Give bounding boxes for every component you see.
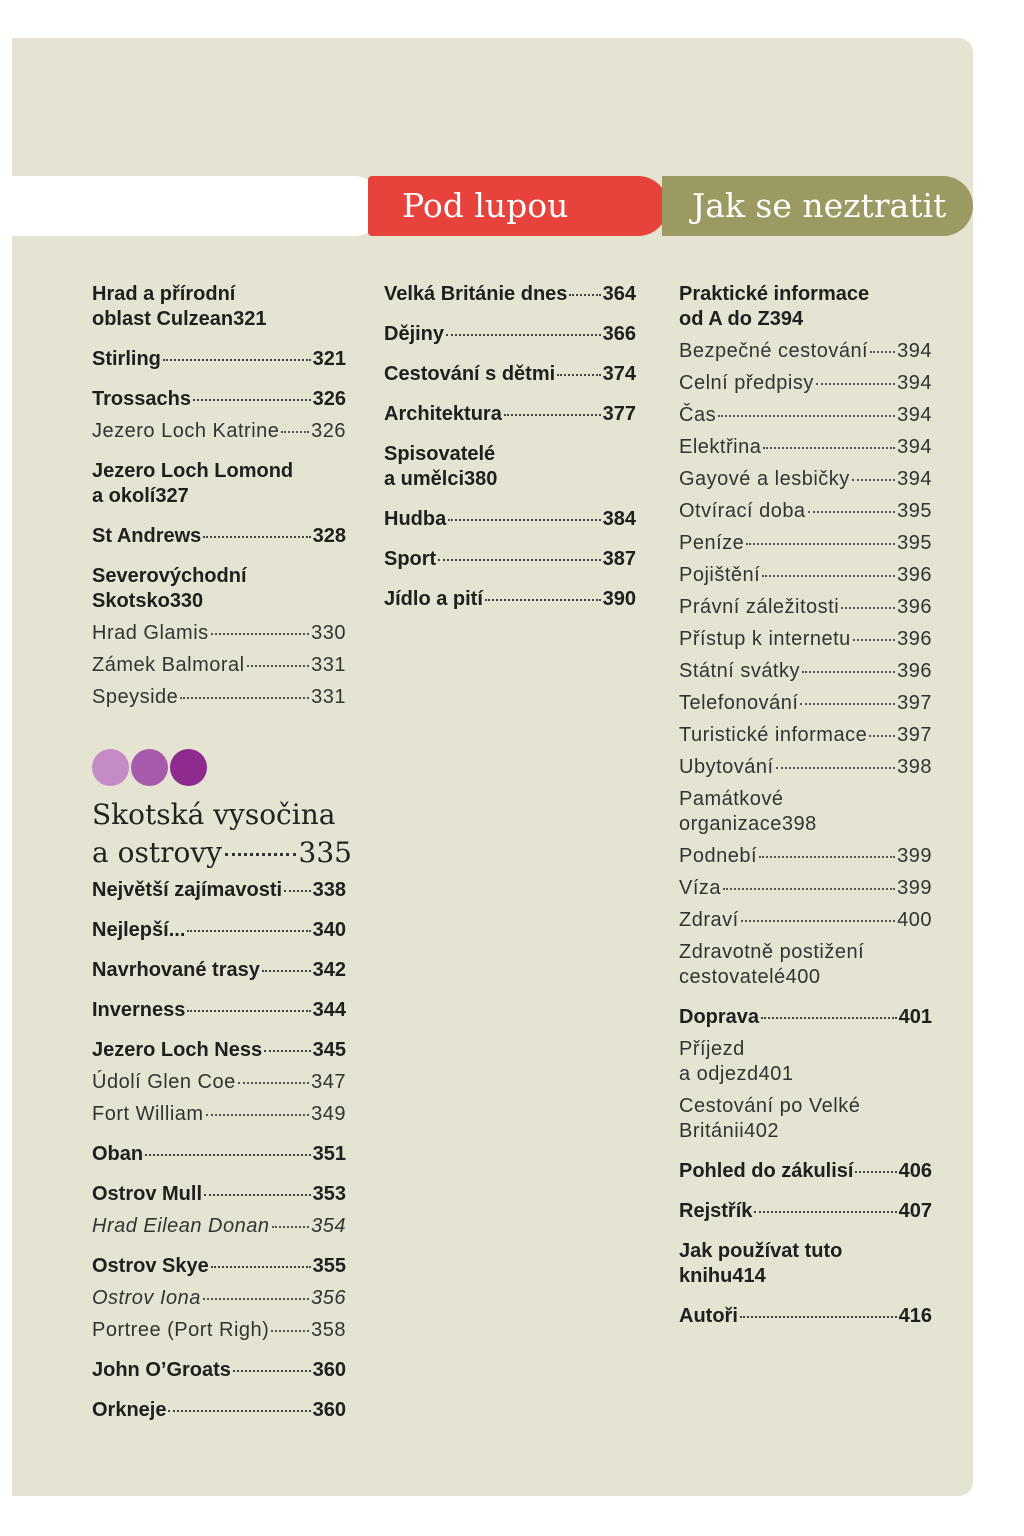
toc-entry-page: 394 bbox=[897, 404, 932, 426]
toc-entry-title: Ostrov Mull bbox=[92, 1183, 203, 1205]
toc-entry-title: Podnebí bbox=[679, 845, 758, 867]
toc-entry-page: 360 bbox=[312, 1359, 346, 1381]
toc-entry[interactable] bbox=[92, 685, 346, 710]
leader-dots bbox=[448, 519, 600, 521]
leader-dots bbox=[163, 359, 311, 361]
leader-dots bbox=[211, 1266, 311, 1268]
toc-entry-title-cont: organizace bbox=[679, 813, 782, 835]
leader-dots bbox=[853, 639, 895, 641]
toc-entry-title: Údolí Glen Coe bbox=[92, 1071, 236, 1093]
toc-entry[interactable] bbox=[92, 621, 346, 646]
toc-entry[interactable] bbox=[384, 362, 636, 387]
toc-entry-title: Cestování s dětmi bbox=[384, 363, 556, 385]
toc-entry-page: 394 bbox=[769, 308, 804, 330]
toc-entry-page: 401 bbox=[758, 1063, 794, 1085]
toc-entry-page: 396 bbox=[897, 628, 932, 650]
leader-dots bbox=[557, 374, 600, 376]
leader-dots bbox=[740, 1316, 897, 1318]
toc-entry-title-cont: a odjezd bbox=[679, 1063, 759, 1085]
toc-entry-title: Pohled do zákulisí bbox=[679, 1160, 854, 1182]
toc-entry-title: Jezero Loch Katrine bbox=[92, 420, 280, 442]
leader-dots bbox=[754, 1211, 896, 1213]
toc-column-3 bbox=[679, 280, 932, 1329]
toc-entry[interactable] bbox=[92, 419, 346, 444]
toc-entry[interactable] bbox=[679, 723, 932, 748]
toc-entry[interactable] bbox=[679, 1094, 932, 1144]
toc-entry-page: 402 bbox=[744, 1120, 780, 1142]
toc-entry-title: Dějiny bbox=[384, 323, 445, 345]
toc-entry[interactable] bbox=[679, 403, 932, 428]
leader-dots bbox=[776, 767, 896, 769]
toc-entry-title: Inverness bbox=[92, 999, 186, 1021]
toc-entry-title: Ubytování bbox=[679, 756, 774, 778]
toc-entry[interactable] bbox=[679, 1199, 932, 1224]
toc-entry-title: Víza bbox=[679, 877, 722, 899]
toc-entry[interactable] bbox=[384, 402, 636, 427]
leader-dots bbox=[841, 607, 895, 609]
toc-entry-title: Fort William bbox=[92, 1103, 204, 1125]
toc-entry-page: 398 bbox=[781, 813, 817, 835]
toc-entry[interactable] bbox=[92, 1214, 346, 1239]
toc-entry-title-cont: a okolí bbox=[92, 485, 156, 507]
toc-entry-title-cont: cestovatelé bbox=[679, 966, 786, 988]
toc-entry-page: 399 bbox=[897, 877, 932, 899]
toc-entry-page: 396 bbox=[897, 564, 932, 586]
toc-entry-page: 390 bbox=[602, 588, 636, 610]
toc-entry-page: 366 bbox=[602, 323, 636, 345]
toc-entry[interactable] bbox=[92, 998, 346, 1023]
toc-entry[interactable] bbox=[384, 442, 636, 492]
toc-entry-page: 330 bbox=[169, 590, 204, 612]
toc-entry-page: 326 bbox=[311, 420, 346, 442]
toc-entry-title: Jezero Loch Lomond bbox=[92, 460, 294, 482]
toc-entry[interactable] bbox=[92, 564, 346, 614]
toc-entry-title: Bezpečné cestování bbox=[679, 340, 869, 362]
toc-entry-page: 353 bbox=[312, 1183, 346, 1205]
toc-entry-title: Oban bbox=[92, 1143, 144, 1165]
section-heading-page: 335 bbox=[298, 836, 352, 869]
toc-entry-page: 331 bbox=[311, 686, 346, 708]
toc-entry-title: Otvírací doba bbox=[679, 500, 806, 522]
toc-entry[interactable] bbox=[679, 1304, 932, 1329]
toc-entry-title: Cestování po Velké bbox=[679, 1095, 861, 1117]
tab-pod-lupou-label: Pod lupou bbox=[402, 186, 569, 225]
leader-dots bbox=[193, 399, 311, 401]
toc-entry[interactable] bbox=[384, 587, 636, 612]
leader-dots bbox=[204, 1194, 311, 1196]
toc-entry-page: 358 bbox=[311, 1319, 346, 1341]
toc-entry-title: Spisovatelé bbox=[384, 443, 496, 465]
toc-entry-page: 397 bbox=[897, 724, 932, 746]
leader-dots bbox=[800, 703, 895, 705]
toc-entry-title: St Andrews bbox=[92, 525, 202, 547]
leader-dots bbox=[759, 856, 895, 858]
toc-entry-page: 401 bbox=[898, 1006, 932, 1028]
header-blank-tab bbox=[12, 176, 384, 236]
toc-entry-title: Speyside bbox=[92, 686, 179, 708]
toc-entry-page: 400 bbox=[785, 966, 821, 988]
toc-entry[interactable] bbox=[92, 1070, 346, 1095]
toc-entry-title: Jídlo a pití bbox=[384, 588, 483, 610]
toc-entry-title: Stirling bbox=[92, 348, 161, 370]
toc-entry-title: Zámek Balmoral bbox=[92, 654, 245, 676]
toc-column-1 bbox=[92, 280, 346, 710]
leader-dots bbox=[802, 671, 895, 673]
toc-column-2 bbox=[384, 280, 636, 612]
dot-medium bbox=[131, 749, 168, 786]
toc-entry[interactable] bbox=[679, 787, 932, 837]
toc-column-1-lower bbox=[92, 876, 346, 1423]
toc-entry[interactable] bbox=[92, 1318, 346, 1343]
leader-dots bbox=[264, 1050, 311, 1052]
toc-entry-page: 327 bbox=[155, 485, 189, 507]
toc-entry[interactable] bbox=[92, 1038, 346, 1063]
toc-entry[interactable] bbox=[92, 524, 346, 549]
leader-dots bbox=[206, 1114, 310, 1116]
toc-entry-title: Orkneje bbox=[92, 1399, 167, 1421]
toc-entry-page: 395 bbox=[897, 532, 932, 554]
toc-entry-title: Trossachs bbox=[92, 388, 191, 410]
toc-entry-page: 377 bbox=[602, 403, 636, 425]
toc-entry[interactable] bbox=[679, 1239, 932, 1289]
leader-dots bbox=[741, 920, 895, 922]
toc-entry-page: 398 bbox=[897, 756, 932, 778]
toc-entry-page: 349 bbox=[311, 1103, 346, 1125]
toc-entry[interactable] bbox=[679, 755, 932, 780]
toc-entry[interactable] bbox=[92, 387, 346, 412]
toc-entry-title: Portree (Port Righ) bbox=[92, 1319, 270, 1341]
toc-entry-title: Největší zajímavosti bbox=[92, 879, 283, 901]
leader-dots bbox=[852, 479, 895, 481]
toc-entry[interactable] bbox=[679, 691, 932, 716]
leader-dots bbox=[808, 511, 896, 513]
toc-entry[interactable] bbox=[92, 1398, 346, 1423]
toc-entry[interactable] bbox=[679, 339, 932, 364]
toc-entry-page: 360 bbox=[312, 1399, 346, 1421]
toc-entry-title: Zdraví bbox=[679, 909, 739, 931]
leader-dots bbox=[211, 633, 309, 635]
toc-entry[interactable] bbox=[92, 1102, 346, 1127]
toc-entry[interactable] bbox=[679, 876, 932, 901]
toc-entry-page: 328 bbox=[312, 525, 346, 547]
leader-dots bbox=[247, 665, 310, 667]
leader-dots bbox=[762, 575, 895, 577]
leader-dots bbox=[281, 431, 309, 433]
toc-entry-page: 395 bbox=[897, 500, 932, 522]
section-heading-line1: Skotská vysočina bbox=[92, 798, 336, 831]
toc-entry[interactable] bbox=[92, 653, 346, 678]
toc-entry[interactable] bbox=[384, 282, 636, 307]
toc-entry[interactable] bbox=[384, 507, 636, 532]
toc-entry-page: 416 bbox=[898, 1305, 932, 1327]
toc-entry[interactable] bbox=[384, 547, 636, 572]
toc-entry-page: 396 bbox=[897, 596, 932, 618]
dot-dark bbox=[170, 749, 207, 786]
leader-dots bbox=[168, 1410, 310, 1412]
toc-entry-title: Telefonování bbox=[679, 692, 799, 714]
toc-entry[interactable] bbox=[679, 659, 932, 684]
toc-entry[interactable] bbox=[92, 282, 346, 332]
leader-dots bbox=[187, 1010, 310, 1012]
leader-dots bbox=[271, 1330, 309, 1332]
toc-entry-page: 384 bbox=[602, 508, 636, 530]
toc-entry-title: Doprava bbox=[679, 1006, 760, 1028]
toc-entry[interactable] bbox=[679, 435, 932, 460]
leader-dots bbox=[284, 890, 311, 892]
leader-dots bbox=[203, 536, 310, 538]
toc-entry-title-cont: od A do Z bbox=[679, 308, 770, 330]
toc-entry-title: Hrad Glamis bbox=[92, 622, 209, 644]
toc-entry[interactable] bbox=[92, 958, 346, 983]
leader-dots bbox=[145, 1154, 311, 1156]
toc-entry-title: Pojištění bbox=[679, 564, 761, 586]
toc-entry[interactable] bbox=[92, 1254, 346, 1279]
toc-entry-page: 354 bbox=[311, 1215, 346, 1237]
toc-entry-page: 394 bbox=[897, 436, 932, 458]
toc-entry-page: 380 bbox=[464, 468, 498, 490]
toc-entry-title: Právní záležitosti bbox=[679, 596, 840, 618]
toc-entry-page: 394 bbox=[897, 468, 932, 490]
toc-entry-title: Celní předpisy bbox=[679, 372, 814, 394]
toc-entry-page: 397 bbox=[897, 692, 932, 714]
toc-entry[interactable] bbox=[92, 459, 346, 509]
toc-entry-title: Jezero Loch Ness bbox=[92, 1039, 263, 1061]
toc-entry[interactable] bbox=[679, 908, 932, 933]
tab-jak-se-neztratit-label: Jak se neztratit bbox=[692, 186, 947, 225]
toc-entry-title: Severovýchodní bbox=[92, 565, 247, 587]
section-heading[interactable] bbox=[92, 796, 352, 872]
leader-dots bbox=[180, 697, 309, 699]
toc-entry-title: Gayové a lesbičky bbox=[679, 468, 850, 490]
toc-entry-title: Sport bbox=[384, 548, 437, 570]
toc-entry[interactable] bbox=[679, 1005, 932, 1030]
toc-entry-title: Jak používat tuto bbox=[679, 1240, 843, 1262]
toc-entry-title: Památkové bbox=[679, 788, 784, 810]
dot-light bbox=[92, 749, 129, 786]
toc-entry-title: Státní svátky bbox=[679, 660, 800, 682]
leader-dots bbox=[761, 1017, 897, 1019]
toc-entry[interactable] bbox=[679, 1159, 932, 1184]
toc-entry-title: Velká Británie dnes bbox=[384, 283, 568, 305]
toc-entry[interactable] bbox=[679, 1037, 932, 1087]
toc-entry-page: 342 bbox=[312, 959, 346, 981]
toc-entry[interactable] bbox=[679, 371, 932, 396]
toc-entry[interactable] bbox=[679, 467, 932, 492]
toc-entry-title: Praktické informace bbox=[679, 283, 870, 305]
toc-entry[interactable] bbox=[679, 844, 932, 869]
leader-dots bbox=[504, 414, 601, 416]
leader-dots bbox=[446, 334, 601, 336]
toc-entry-title: Ostrov Iona bbox=[92, 1287, 201, 1309]
leader-dots bbox=[869, 735, 895, 737]
toc-entry-title-cont: Británii bbox=[679, 1120, 745, 1142]
leader-dots bbox=[485, 599, 601, 601]
toc-entry-title: Zdravotně postižení bbox=[679, 941, 865, 963]
leader-dots bbox=[262, 970, 311, 972]
toc-entry-page: 340 bbox=[312, 919, 346, 941]
leader-dots bbox=[723, 888, 895, 890]
toc-entry[interactable] bbox=[92, 918, 346, 943]
toc-entry-page: 345 bbox=[312, 1039, 346, 1061]
toc-entry-title: Elektřina bbox=[679, 436, 762, 458]
toc-entry-title: Rejstřík bbox=[679, 1200, 753, 1222]
leader-dots bbox=[438, 559, 600, 561]
toc-entry-page: 344 bbox=[312, 999, 346, 1021]
toc-entry-title: Navrhované trasy bbox=[92, 959, 260, 981]
toc-entry-page: 396 bbox=[897, 660, 932, 682]
toc-entry-title: Peníze bbox=[679, 532, 745, 554]
toc-entry-page: 347 bbox=[311, 1071, 346, 1093]
toc-entry-title: Turistické informace bbox=[679, 724, 868, 746]
toc-entry-title: Hudba bbox=[384, 508, 447, 530]
toc-entry-title-cont: Skotsko bbox=[92, 590, 170, 612]
toc-entry[interactable] bbox=[679, 499, 932, 524]
toc-entry[interactable] bbox=[679, 595, 932, 620]
toc-entry-page: 351 bbox=[312, 1143, 346, 1165]
toc-entry-page: 414 bbox=[732, 1265, 766, 1287]
toc-entry-title: Ostrov Skye bbox=[92, 1255, 209, 1277]
toc-entry-page: 326 bbox=[312, 388, 346, 410]
toc-entry[interactable] bbox=[92, 1286, 346, 1311]
leader-dots bbox=[187, 930, 310, 932]
toc-entry-page: 394 bbox=[897, 340, 932, 362]
toc-entry-page: 321 bbox=[312, 348, 346, 370]
toc-entry-title: Hrad Eilean Donan bbox=[92, 1215, 270, 1237]
toc-entry[interactable] bbox=[679, 531, 932, 556]
leader-dots bbox=[233, 1370, 311, 1372]
toc-entry[interactable] bbox=[679, 627, 932, 652]
toc-entry-page: 356 bbox=[311, 1287, 346, 1309]
toc-entry-page: 374 bbox=[602, 363, 636, 385]
toc-entry[interactable] bbox=[384, 322, 636, 347]
toc-entry[interactable] bbox=[92, 1142, 346, 1167]
toc-entry-title: Hrad a přírodní bbox=[92, 283, 236, 305]
toc-entry-title: Příjezd bbox=[679, 1038, 745, 1060]
toc-entry-page: 338 bbox=[312, 879, 346, 901]
toc-entry-title-cont: oblast Culzean bbox=[92, 308, 234, 330]
toc-entry-title: Čas bbox=[679, 404, 717, 426]
toc-entry-page: 387 bbox=[602, 548, 636, 570]
toc-entry[interactable] bbox=[92, 347, 346, 372]
toc-entry-page: 321 bbox=[233, 308, 267, 330]
toc-entry[interactable] bbox=[92, 1182, 346, 1207]
toc-entry-title: Autoři bbox=[679, 1305, 738, 1327]
toc-entry-title: John O’Groats bbox=[92, 1359, 231, 1381]
toc-entry-title-cont: a umělci bbox=[384, 468, 465, 490]
toc-entry-page: 331 bbox=[311, 654, 346, 676]
leader-dots bbox=[870, 351, 895, 353]
leader-dots bbox=[746, 543, 895, 545]
toc-entry-page: 407 bbox=[898, 1200, 932, 1222]
toc-entry-title: Přístup k internetu bbox=[679, 628, 851, 650]
leader-dots bbox=[816, 383, 895, 385]
toc-entry[interactable] bbox=[92, 878, 346, 903]
toc-entry[interactable] bbox=[679, 282, 932, 332]
leader-dots bbox=[203, 1298, 309, 1300]
leader-dots bbox=[272, 1226, 310, 1228]
toc-entry-page: 330 bbox=[311, 622, 346, 644]
section-dots bbox=[92, 749, 207, 786]
toc-entry-page: 364 bbox=[602, 283, 636, 305]
toc-entry[interactable] bbox=[679, 940, 932, 990]
toc-entry-page: 355 bbox=[312, 1255, 346, 1277]
toc-entry-title-cont: knihu bbox=[679, 1265, 733, 1287]
toc-entry-page: 400 bbox=[897, 909, 932, 931]
toc-entry-page: 394 bbox=[897, 372, 932, 394]
toc-entry-title: Nejlepší... bbox=[92, 919, 186, 941]
leader-dots bbox=[763, 447, 895, 449]
toc-entry[interactable] bbox=[92, 1358, 346, 1383]
toc-entry-page: 399 bbox=[897, 845, 932, 867]
toc-entry[interactable] bbox=[679, 563, 932, 588]
toc-entry-page: 406 bbox=[898, 1160, 932, 1182]
leader-dots bbox=[569, 294, 600, 296]
toc-entry-title: Architektura bbox=[384, 403, 502, 425]
leader-dots bbox=[225, 853, 296, 856]
leader-dots bbox=[855, 1171, 896, 1173]
leader-dots bbox=[718, 415, 895, 417]
leader-dots bbox=[238, 1082, 309, 1084]
section-heading-line2: a ostrovy bbox=[92, 836, 222, 869]
